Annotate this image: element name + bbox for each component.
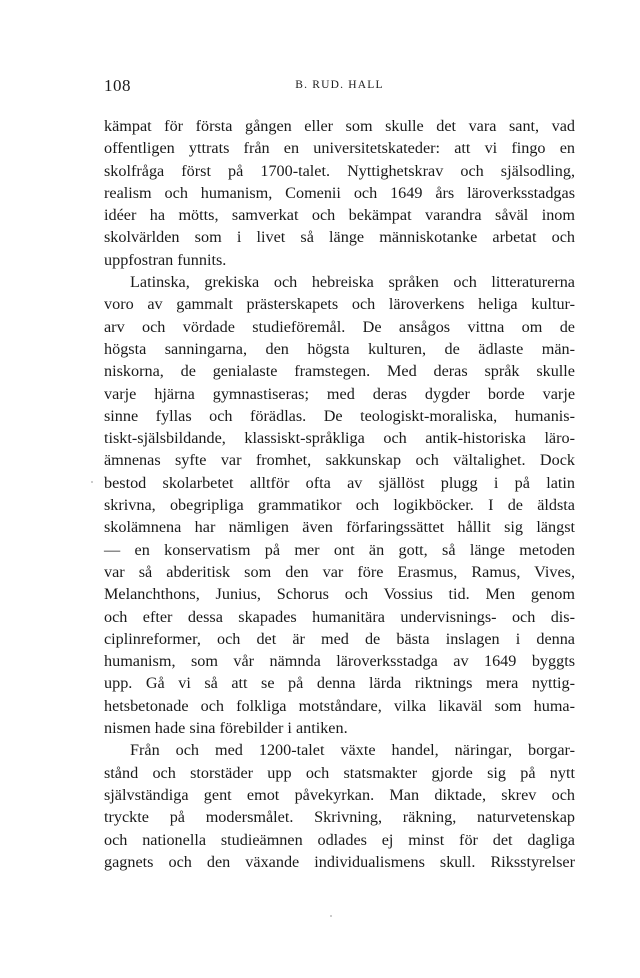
text-line: kämpat för första gången eller som skulle det vara sant, vad [104,117,575,135]
body-text [104,115,575,873]
text-line: uppfostran funnits. [104,250,227,269]
text-line: skrivna, obegripliga grammatikor och logikböcker. I de äldsta [104,496,575,515]
text-line: skolämnena har nämligen även förfaringssättet hållit sig längst [104,518,575,537]
text-line: gagnets och den växande individualismens skull. Riksstyrelser [104,852,575,871]
text-line: niskorna, de genialaste framstegen. Med deras språk skulle [104,362,575,381]
text-line: högsta sanningarna, den högsta kulturen, de ädlaste män- [104,339,575,358]
text-line: tryckte på modersmålet. Skrivning, räkning, naturvetenskap [104,808,575,827]
text-line: hetsbetonade och folkliga motståndare, vilka likaväl som huma- [104,696,575,715]
text-line: ämnenas syfte var fromhet, sakkunskap och vältalighet. Dock [104,451,575,470]
text-line: offentligen yttrats från en universitetskateder: att vi fingo en [104,139,575,158]
text-line: Melanchthons, Junius, Schorus och Vossius tid. Men genom [104,585,575,604]
text-line: tiskt-själsbildande, klassiskt-språkliga och antik-historiska läro- [104,429,575,448]
text-line: — en konservatism på mer ont än gott, så länge metoden [104,540,575,559]
text-line: och efter dessa skapades humanitära undervisnings- och dis- [104,607,575,626]
text-line: idéer ha mötts, samverkat och bekämpat varandra såväl inom [104,206,575,225]
text-line: och nationella studieämnen odlades ej minst för det dagliga [104,830,575,849]
text-line: varje hjärna gymnastiseras; med deras dygder borde varje [104,384,575,403]
text-line: skolvärlden som i livet så länge människotanke arbetat och [104,228,575,247]
scan-speck [91,481,93,483]
page-header [104,76,575,98]
page-number: 108 [104,76,131,95]
text-line: sinne fyllas och förädlas. De teologiskt-moraliska, humanis- [104,406,575,425]
text-line: bestod skolarbetet alltför ofta av själlöst plugg i på latin [104,473,575,492]
running-head: B. RUD. HALL [295,79,384,91]
text-line: realism och humanism, Comenii och 1649 års läroverksstadgas [104,183,575,202]
text-line: humanism, som vår nämnda läroverksstadga av 1649 byggts [104,652,575,671]
text-line: stånd och storstäder upp och statsmakter gjorde sig på nytt [104,763,575,782]
scan-speck [330,915,332,917]
text-line: voro av gammalt prästerskapets och läroverkens heliga kultur- [104,295,575,314]
paragraph-start-line: Latinska, grekiska och hebreiska språken och litteraturerna [130,273,575,292]
text-line: ciplinreformer, och det är med de bästa inslagen i denna [104,629,575,648]
paragraph-start-line: Från och med 1200-talet växte handel, näringar, borgar- [130,741,575,760]
text-line: självständiga gent emot påvekyrkan. Man diktade, skrev och [104,785,575,804]
text-line: var så abderitisk som den var före Erasmus, Ramus, Vives, [104,562,575,581]
text-line: skolfråga först på 1700-talet. Nyttighetskrav och själsodling, [104,161,575,180]
text-line: nismen hade sina förebilder i antiken. [104,719,348,738]
text-line: arv och vördade studieföremål. De ansågos vittna om de [104,317,575,336]
text-line: upp. Gå vi så att se på denna lärda riktnings mera nyttig- [104,674,575,693]
